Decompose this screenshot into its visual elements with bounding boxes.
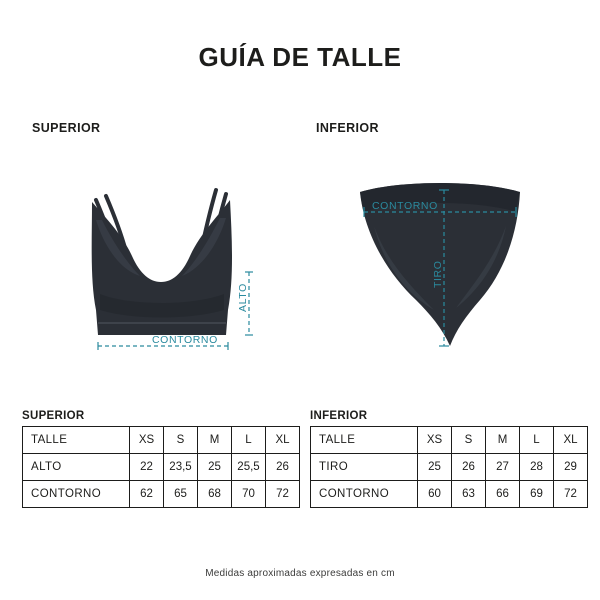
footnote: Medidas aproximadas expresadas en cm (205, 568, 395, 579)
bra-alto-label: ALTO (237, 283, 249, 312)
size-table-inferior (310, 426, 588, 508)
table-row (311, 481, 588, 508)
table-cell: 66 (486, 481, 520, 508)
table-cell: 26 (266, 454, 300, 481)
bra-contorno-label: CONTORNO (152, 334, 218, 346)
panty-illustration (330, 160, 565, 380)
table-header-cell: S (452, 427, 486, 454)
table-cell: 63 (452, 481, 486, 508)
table-cell: 25 (198, 454, 232, 481)
table-row-label: CONTORNO (311, 481, 418, 508)
table-cell: 62 (130, 481, 164, 508)
table-header-cell: S (164, 427, 198, 454)
table-header-cell: TALLE (23, 427, 130, 454)
table-cell: 23,5 (164, 454, 198, 481)
page-title: GUÍA DE TALLE (198, 42, 402, 72)
table-header-cell: XL (554, 427, 588, 454)
section-label-inferior: INFERIOR (316, 121, 379, 135)
table-block-superior (22, 410, 300, 508)
panty-contorno-label: CONTORNO (372, 200, 438, 212)
table-caption-inferior: INFERIOR (310, 410, 368, 422)
table-cell: 26 (452, 454, 486, 481)
table-row-label: ALTO (23, 454, 130, 481)
table-row-label: TIRO (311, 454, 418, 481)
table-cell: 28 (520, 454, 554, 481)
panty-tiro-label: TIRO (432, 260, 444, 288)
table-header-cell: TALLE (311, 427, 418, 454)
table-cell: 65 (164, 481, 198, 508)
table-row (311, 454, 588, 481)
table-row (23, 454, 300, 481)
table-cell: 69 (520, 481, 554, 508)
bra-illustration (40, 160, 285, 380)
table-row-label: CONTORNO (23, 481, 130, 508)
table-cell: 22 (130, 454, 164, 481)
table-cell: 72 (266, 481, 300, 508)
table-row-header (23, 427, 300, 454)
table-header-cell: L (232, 427, 266, 454)
table-cell: 29 (554, 454, 588, 481)
table-cell: 25,5 (232, 454, 266, 481)
table-cell: 72 (554, 481, 588, 508)
table-cell: 27 (486, 454, 520, 481)
table-cell: 68 (198, 481, 232, 508)
table-header-cell: M (198, 427, 232, 454)
table-row-header (311, 427, 588, 454)
table-cell: 25 (418, 454, 452, 481)
table-row (23, 481, 300, 508)
size-table-superior (22, 426, 300, 508)
table-header-cell: XL (266, 427, 300, 454)
table-header-cell: M (486, 427, 520, 454)
table-block-inferior (310, 410, 588, 508)
section-label-superior: SUPERIOR (32, 121, 101, 135)
table-cell: 70 (232, 481, 266, 508)
table-cell: 60 (418, 481, 452, 508)
table-header-cell: XS (130, 427, 164, 454)
table-header-cell: XS (418, 427, 452, 454)
table-header-cell: L (520, 427, 554, 454)
table-caption-superior: SUPERIOR (22, 410, 85, 422)
